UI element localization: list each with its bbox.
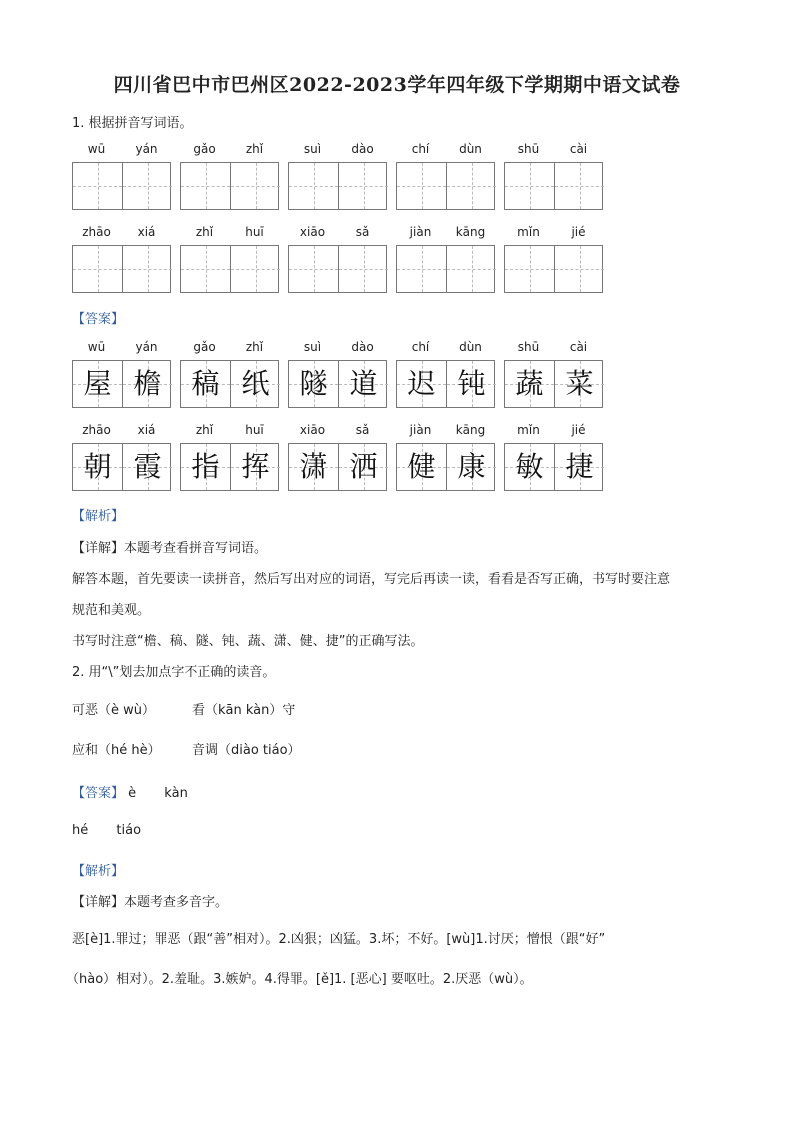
answer-label-2: 【答案】 <box>72 786 125 801</box>
analysis-2-line-2: （hào）相对）。2.羞耻。3.嫉妒。4.得罪。[ě]1. [恶心] 要呕吐。2.厌恶（wù）。 <box>66 972 533 987</box>
writing-boxes <box>504 360 603 408</box>
answer-2-row-2 <box>72 823 141 838</box>
analysis-2-line-1: 恶[è]1.罪过；罪恶（跟“善”相对）。2.凶狠；凶猛。3.坏；不好。[wù]1.讨厌；憎恨（跟“好” <box>72 932 606 947</box>
writing-boxes <box>504 162 603 210</box>
pinyin: jiàn <box>409 225 432 239</box>
tianzige-cell <box>73 444 122 490</box>
tianzige-cell <box>122 246 172 292</box>
analysis-1-line-3: 书写时注意“檐、稿、隧、钝、蔬、潇、健、捷”的正确写法。 <box>72 634 424 649</box>
detail-1: 【详解】本题考查看拼音写词语。 <box>72 541 268 556</box>
tianzige-cell <box>338 163 388 209</box>
answer-character: 潇 <box>299 450 328 483</box>
writing-boxes <box>396 443 495 491</box>
writing-boxes <box>72 245 171 293</box>
pinyin: zhǐ <box>195 225 214 239</box>
word-group <box>72 142 171 210</box>
answer-character: 隧 <box>299 367 328 400</box>
pinyin: huī <box>245 423 264 437</box>
tianzige-cell <box>230 444 280 490</box>
grid-row <box>72 142 612 210</box>
tianzige-cell <box>554 361 604 407</box>
pinyin: zhāo <box>82 423 111 437</box>
writing-boxes <box>396 245 495 293</box>
writing-boxes <box>396 360 495 408</box>
tianzige-cell <box>338 361 388 407</box>
answer-character: 康 <box>457 450 486 483</box>
pinyin: mǐn <box>517 225 540 239</box>
pinyin: zhǐ <box>195 423 214 437</box>
answer-2-value-2: kàn <box>164 786 188 801</box>
answer-character: 屋 <box>83 367 112 400</box>
pinyin: kāng <box>455 423 486 437</box>
tianzige-cell <box>73 361 122 407</box>
answer-character: 道 <box>349 367 378 400</box>
pinyin: xiá <box>137 225 156 239</box>
writing-boxes <box>288 443 387 491</box>
writing-boxes <box>180 245 279 293</box>
answer-character: 挥 <box>241 450 270 483</box>
writing-boxes <box>504 443 603 491</box>
question-2-item-2: 看（kān kàn）守 <box>192 703 296 718</box>
word-group <box>504 225 603 293</box>
page-title: 四川省巴中市巴州区2022-2023学年四年级下学期期中语文试卷 <box>113 74 681 96</box>
question-2-prompt: 2. 用“\”划去加点字不正确的读音。 <box>72 665 276 680</box>
word-group <box>180 423 279 491</box>
detail-2: 【详解】本题考查多音字。 <box>72 895 229 910</box>
word-group <box>504 142 603 210</box>
tianzige-cell <box>446 163 496 209</box>
tianzige-cell <box>230 361 280 407</box>
writing-boxes <box>180 162 279 210</box>
tianzige-cell <box>122 163 172 209</box>
tianzige-cell <box>554 444 604 490</box>
answer-character: 健 <box>407 450 436 483</box>
writing-boxes <box>180 443 279 491</box>
pinyin: zhāo <box>82 225 111 239</box>
tianzige-cell <box>446 246 496 292</box>
tianzige-cell <box>289 246 338 292</box>
answer-character: 霞 <box>133 450 162 483</box>
pinyin: suì <box>303 142 322 156</box>
pinyin: gǎo <box>193 142 216 156</box>
tianzige-cell <box>230 163 280 209</box>
tianzige-cell <box>554 163 604 209</box>
pinyin: wū <box>87 142 106 156</box>
tianzige-cell <box>505 163 554 209</box>
question-2-item-4: 音调（diào tiáo） <box>192 743 301 758</box>
tianzige-cell <box>505 444 554 490</box>
answer-label-1: 【答案】 <box>72 312 125 327</box>
pinyin: jié <box>571 225 586 239</box>
word-group <box>396 142 495 210</box>
pinyin: jiàn <box>409 423 432 437</box>
grid-row <box>72 423 612 491</box>
tianzige-cell <box>505 246 554 292</box>
pinyin: zhǐ <box>245 142 264 156</box>
pinyin: sǎ <box>355 225 370 239</box>
word-group <box>288 340 387 408</box>
writing-boxes <box>288 360 387 408</box>
answer-character: 敏 <box>515 450 544 483</box>
tianzige-cell <box>505 361 554 407</box>
word-group <box>180 225 279 293</box>
pinyin: mǐn <box>517 423 540 437</box>
pinyin: gǎo <box>193 340 216 354</box>
grid-row <box>72 225 612 293</box>
writing-boxes <box>180 360 279 408</box>
answer-character: 蔬 <box>515 367 544 400</box>
tianzige-cell <box>397 444 446 490</box>
pinyin: dào <box>351 340 374 354</box>
pinyin: dùn <box>459 340 482 354</box>
tianzige-cell <box>122 361 172 407</box>
tianzige-cell <box>397 361 446 407</box>
pinyin: yán <box>135 142 158 156</box>
answer-character: 菜 <box>565 367 594 400</box>
pinyin: suì <box>303 340 322 354</box>
word-group <box>288 225 387 293</box>
pinyin: zhǐ <box>245 340 264 354</box>
answer-2-value-4: tiáo <box>116 823 142 838</box>
answer-character: 朝 <box>83 450 112 483</box>
tianzige-cell <box>122 444 172 490</box>
tianzige-cell <box>397 246 446 292</box>
word-group <box>72 225 171 293</box>
word-group <box>72 340 171 408</box>
word-group <box>504 340 603 408</box>
answer-character: 纸 <box>241 367 270 400</box>
word-group <box>396 340 495 408</box>
tianzige-cell <box>181 163 230 209</box>
question-1-prompt: 1. 根据拼音写词语。 <box>72 116 193 131</box>
writing-boxes <box>72 443 171 491</box>
analysis-1-line-2: 规范和美观。 <box>72 603 151 618</box>
pinyin: sǎ <box>355 423 370 437</box>
tianzige-cell <box>289 361 338 407</box>
tianzige-cell <box>397 163 446 209</box>
word-group <box>288 142 387 210</box>
answer-2-value-3: hé <box>72 823 89 838</box>
answer-character: 迟 <box>407 367 436 400</box>
tianzige-cell <box>554 246 604 292</box>
question-2-item-3: 应和（hé hè） <box>72 743 161 758</box>
tianzige-cell <box>181 444 230 490</box>
word-group <box>396 423 495 491</box>
tianzige-cell <box>446 444 496 490</box>
writing-boxes <box>504 245 603 293</box>
answer-character: 稿 <box>191 367 220 400</box>
answer-character: 指 <box>191 450 220 483</box>
tianzige-cell <box>338 246 388 292</box>
pinyin: jié <box>571 423 586 437</box>
pinyin: cài <box>569 340 588 354</box>
tianzige-cell <box>289 444 338 490</box>
word-group <box>72 423 171 491</box>
answer-character: 洒 <box>349 450 378 483</box>
tianzige-cell <box>446 361 496 407</box>
writing-boxes <box>396 162 495 210</box>
pinyin: wū <box>87 340 106 354</box>
word-group <box>288 423 387 491</box>
writing-boxes <box>288 245 387 293</box>
pinyin: shū <box>517 340 540 354</box>
pinyin: kāng <box>455 225 486 239</box>
pinyin: dùn <box>459 142 482 156</box>
tianzige-cell <box>338 444 388 490</box>
writing-boxes <box>288 162 387 210</box>
grid-row <box>72 340 612 408</box>
tianzige-cell <box>230 246 280 292</box>
word-group <box>180 142 279 210</box>
tianzige-cell <box>73 163 122 209</box>
pinyin: dào <box>351 142 374 156</box>
pinyin: chí <box>411 142 430 156</box>
word-group <box>180 340 279 408</box>
word-group <box>396 225 495 293</box>
pinyin: huī <box>245 225 264 239</box>
pinyin: xiāo <box>299 423 326 437</box>
writing-boxes <box>72 360 171 408</box>
tianzige-cell <box>181 246 230 292</box>
answer-character: 捷 <box>565 450 594 483</box>
tianzige-cell <box>181 361 230 407</box>
pinyin: xiāo <box>299 225 326 239</box>
analysis-1-line-1: 解答本题，首先要读一读拼音，然后写出对应的词语，写完后再读一读，看看是否写正确，书写时要注意 <box>72 572 671 587</box>
tianzige-cell <box>289 163 338 209</box>
tianzige-cell <box>73 246 122 292</box>
answer-2-row-1 <box>72 782 188 801</box>
answer-character: 檐 <box>133 367 162 400</box>
answer-character: 钝 <box>457 367 486 400</box>
pinyin: cài <box>569 142 588 156</box>
answer-2-value-1: è <box>128 786 137 801</box>
pinyin: yán <box>135 340 158 354</box>
word-group <box>504 423 603 491</box>
writing-boxes <box>72 162 171 210</box>
analysis-label-1: 【解析】 <box>72 509 125 524</box>
pinyin: shū <box>517 142 540 156</box>
pinyin: xiá <box>137 423 156 437</box>
question-2-item-1: 可恶（è wù） <box>72 703 156 718</box>
pinyin: chí <box>411 340 430 354</box>
analysis-label-2: 【解析】 <box>72 864 125 879</box>
